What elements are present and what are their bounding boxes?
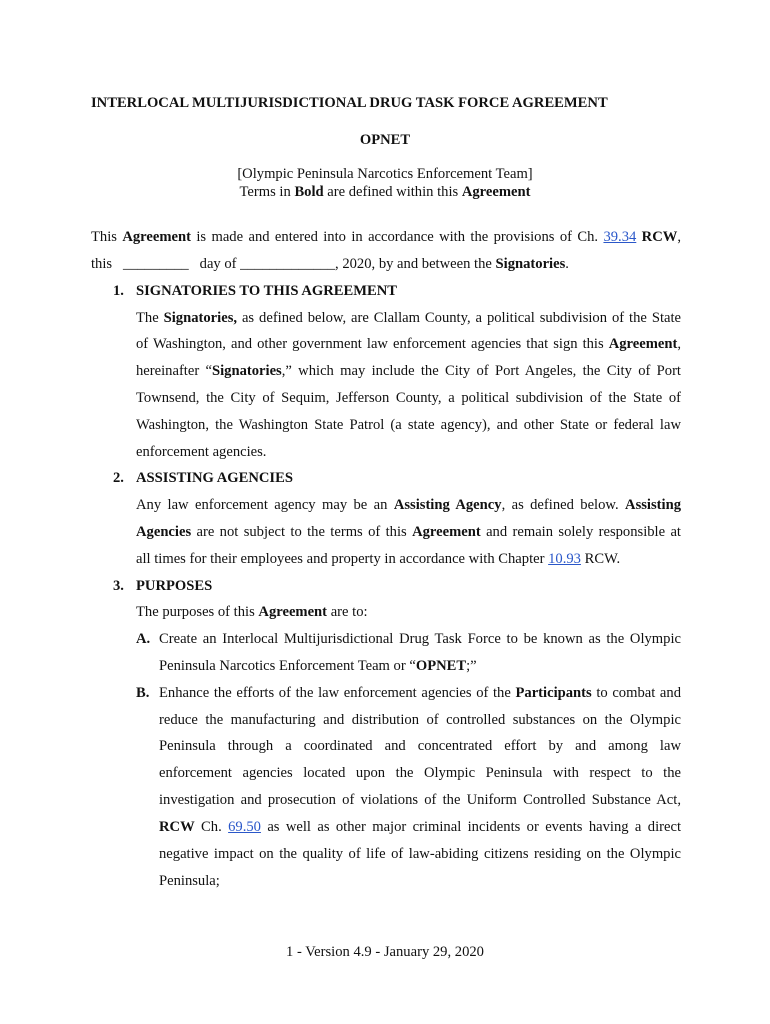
item-b-line-3: Peninsula through a coordinated and concentrated effort by and among law xyxy=(159,738,681,754)
item-b-marker: B. xyxy=(136,685,150,701)
section-2-number: 2. xyxy=(113,470,124,486)
page-footer: 1 - Version 4.9 - January 29, 2020 xyxy=(286,944,484,960)
item-b-line-4: enforcement agencies located upon the Olympic Peninsula with respect to the xyxy=(159,765,681,781)
intro-line-1: This Agreement is made and entered into in accordance with the provisions of Ch. 39.34 RCW, xyxy=(91,229,682,245)
section-2-line-2: Agencies are not subject to the terms of this Agreement and remain solely responsible at xyxy=(136,524,681,540)
section-1-line-1: The Signatories, as defined below, are Clallam County, a political subdivision of the State xyxy=(136,310,682,326)
section-2-heading: ASSISTING AGENCIES xyxy=(136,470,293,486)
section-3-number: 3. xyxy=(113,578,124,594)
item-a-marker: A. xyxy=(136,631,151,647)
item-b-line-2: reduce the manufacturing and distribution of controlled substances on the Olympic xyxy=(159,712,681,728)
section-1-line-4: Townsend, the City of Sequim, Jefferson County, a political subdivision of the State of xyxy=(136,390,681,406)
section-1-line-5: Washington, the Washington State Patrol (a state agency), and other State or federal law xyxy=(136,417,681,433)
section-1-number: 1. xyxy=(113,283,124,299)
item-b-line-5: investigation and prosecution of violations of the Uniform Controlled Substance Act, xyxy=(159,792,681,808)
intro-line-2: this _________ day of _____________, 2020, by and between the Signatories. xyxy=(91,256,569,272)
section-1-line-6: enforcement agencies. xyxy=(136,444,267,460)
item-a-line-2: Peninsula Narcotics Enforcement Team or “OPNET;” xyxy=(159,658,477,674)
terms-note: Terms in Bold are defined within this Agreement xyxy=(239,184,531,200)
rcw-69-50-link[interactable]: 69.50 xyxy=(228,819,261,835)
section-1-heading: SIGNATORIES TO THIS AGREEMENT xyxy=(136,283,398,299)
section-2-line-1: Any law enforcement agency may be an Assisting Agency, as defined below. Assisting xyxy=(136,497,681,513)
rcw-39-34-link[interactable]: 39.34 xyxy=(603,229,637,245)
team-name: [Olympic Peninsula Narcotics Enforcement Team] xyxy=(237,166,533,182)
section-2-line-3: all times for their employees and property in accordance with Chapter 10.93 RCW. xyxy=(136,551,621,567)
item-b-line-6: RCW Ch. 69.50 as well as other major criminal incidents or events having a direct xyxy=(159,819,681,835)
item-b-line-8: Peninsula; xyxy=(159,873,220,889)
item-a-line-1: Create an Interlocal Multijurisdictional Drug Task Force to be known as the Olympic xyxy=(159,631,681,647)
section-1-line-3: hereinafter “Signatories,” which may include the City of Port Angeles, the City of Port xyxy=(136,363,681,379)
section-3-intro: The purposes of this Agreement are to: xyxy=(136,604,368,620)
item-b-line-7: negative impact on the quality of life of law-abiding citizens residing on the Olympic xyxy=(159,846,681,862)
section-3-heading: PURPOSES xyxy=(136,578,213,594)
section-1-line-2: of Washington, and other government law enforcement agencies that sign this Agreement, xyxy=(136,336,681,352)
item-b-line-1: Enhance the efforts of the law enforcement agencies of the Participants to combat and xyxy=(159,685,681,701)
document-subtitle: OPNET xyxy=(359,132,411,148)
document-title: INTERLOCAL MULTIJURISDICTIONAL DRUG TASK FORCE AGREEMENT xyxy=(91,95,608,111)
rcw-10-93-link[interactable]: 10.93 xyxy=(548,551,581,567)
